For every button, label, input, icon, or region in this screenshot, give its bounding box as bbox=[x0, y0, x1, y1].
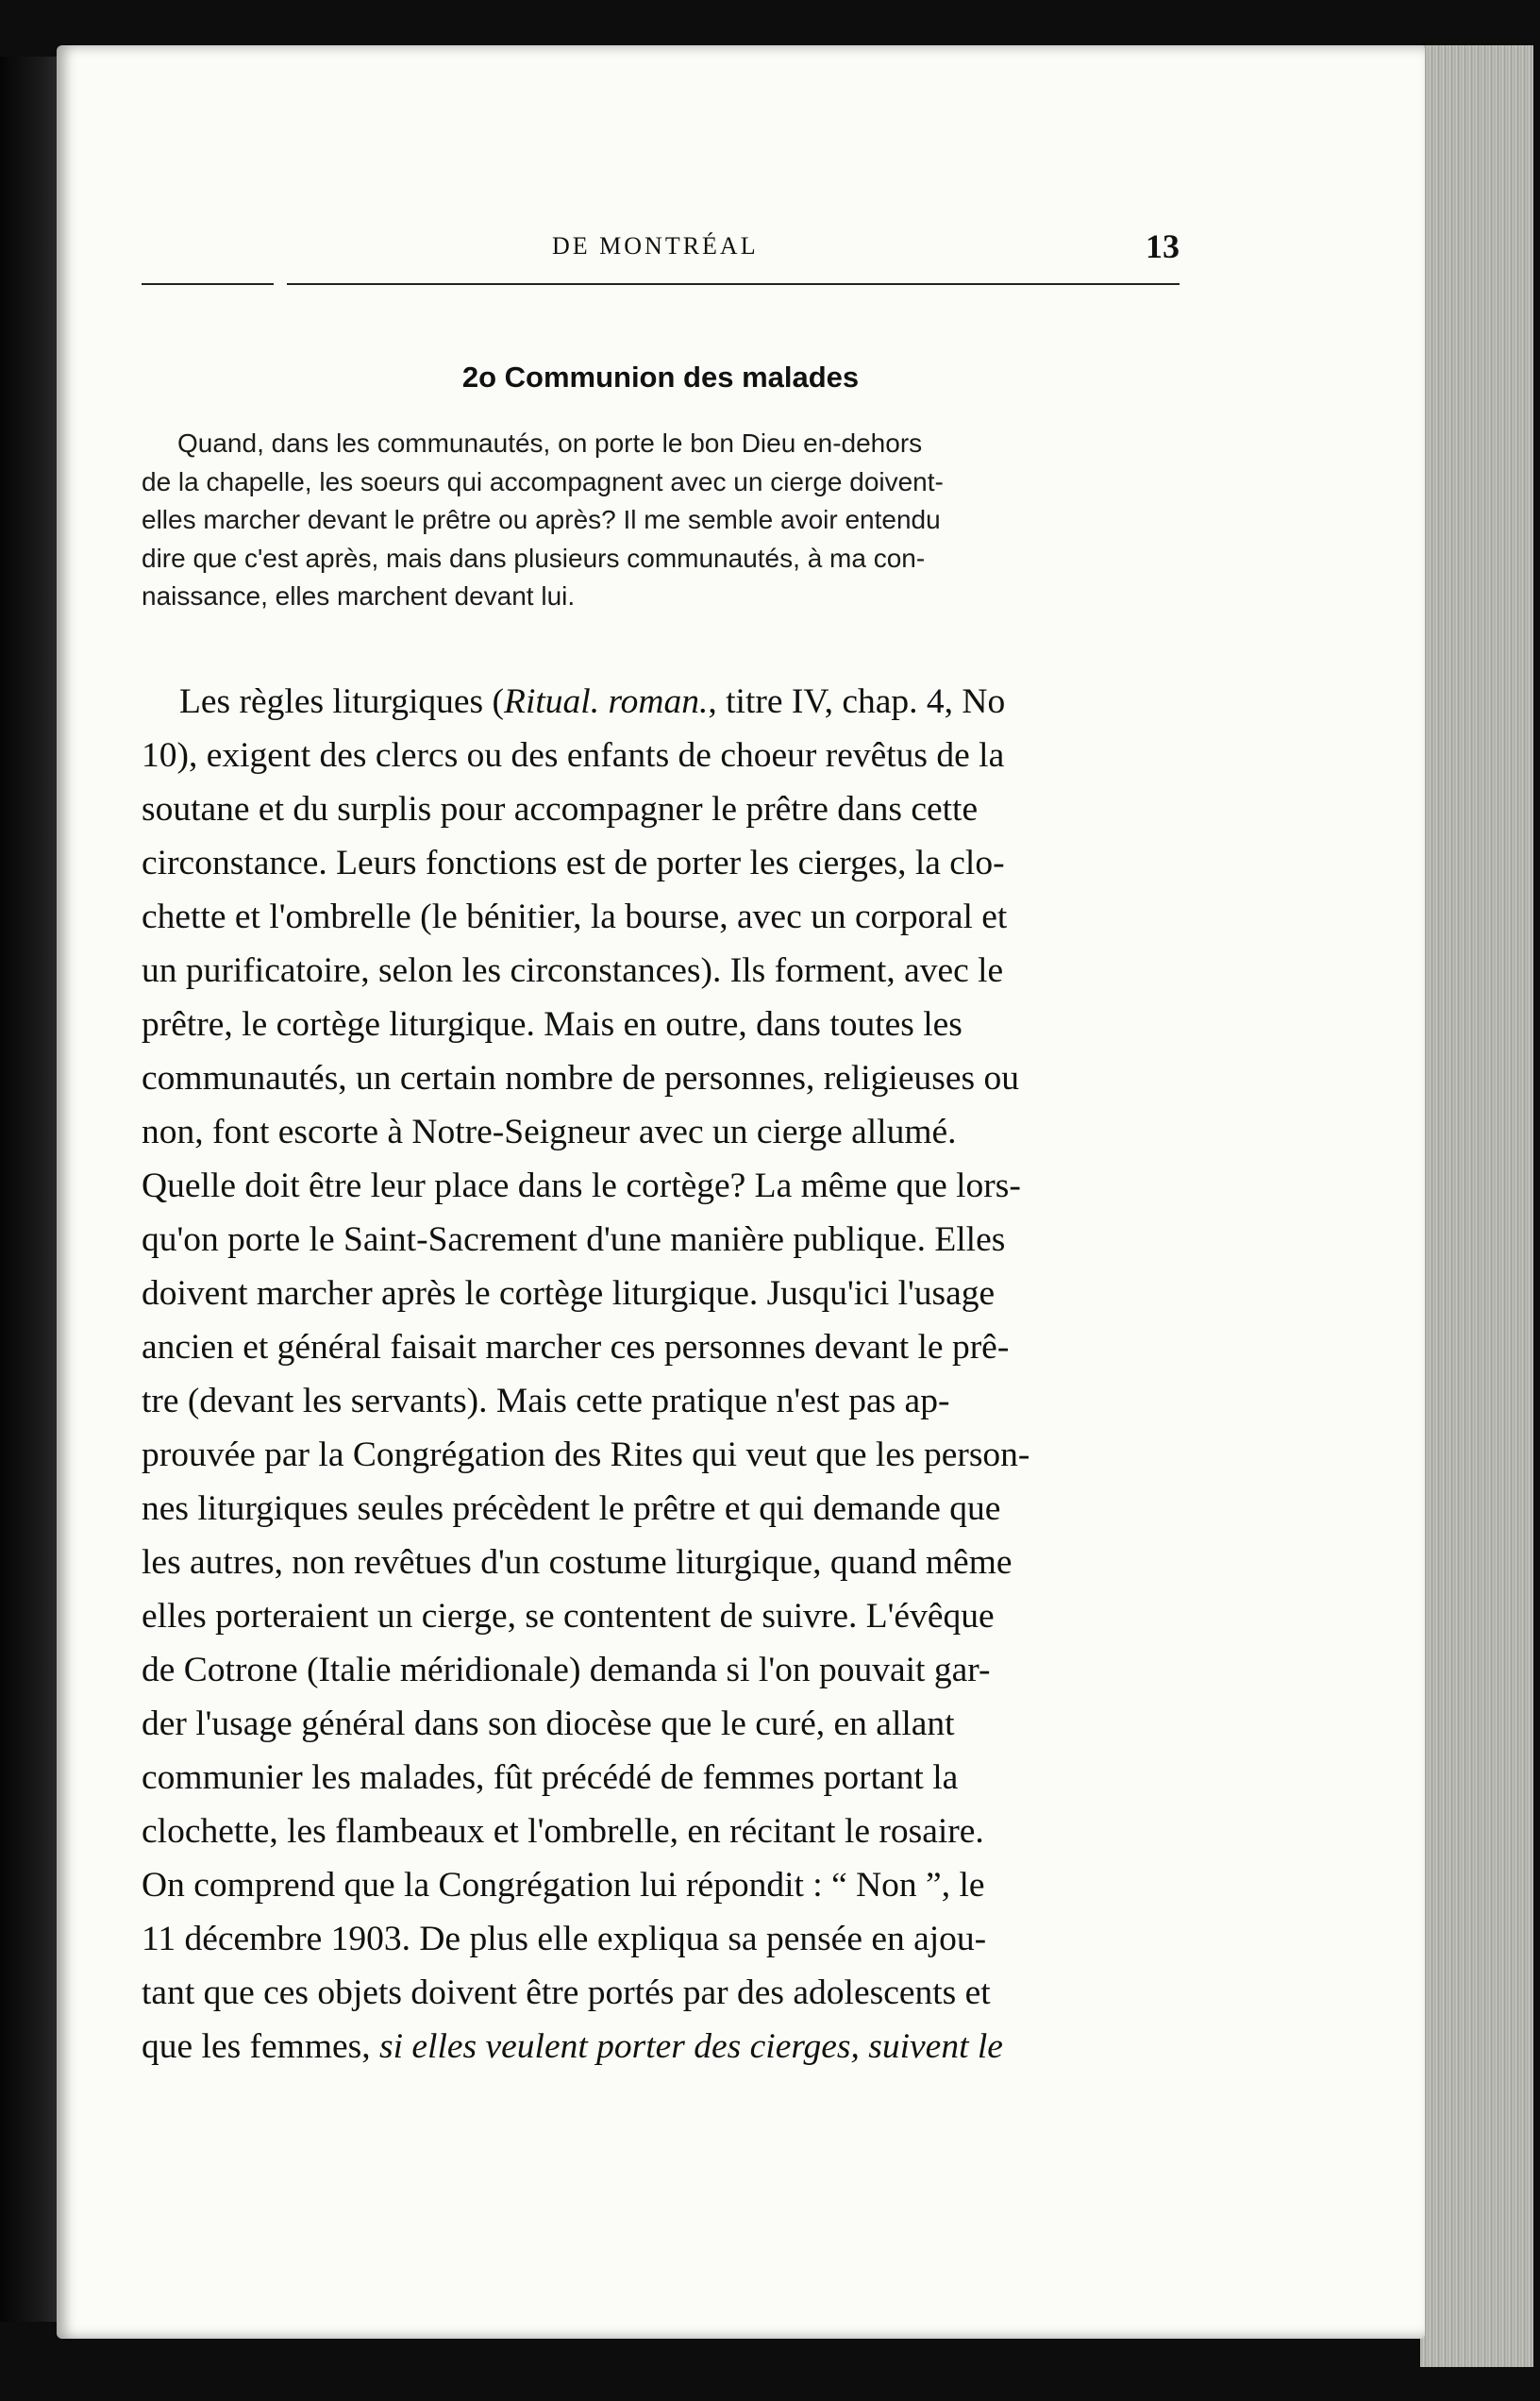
running-title: DE MONTRÉAL bbox=[552, 232, 759, 260]
answer-line: der l'usage général dans son diocèse que le curé, en allant bbox=[142, 1704, 955, 1743]
answer-text: , titre IV, chap. 4, No bbox=[708, 682, 1006, 721]
answer-italic: si elles veulent porter des cierges, suivent le bbox=[379, 2027, 1003, 2066]
question-line: de la chapelle, les soeurs qui accompagnent avec un cierge doivent- bbox=[142, 466, 944, 496]
answer-line: nes liturgiques seules précèdent le prêtre et qui demande que bbox=[142, 1489, 1001, 1528]
running-head bbox=[142, 227, 1180, 274]
question-line: naissance, elles marchent devant lui. bbox=[142, 581, 576, 611]
header-rule bbox=[142, 283, 1180, 285]
answer-line: prouvée par la Congrégation des Rites qui veut que les person- bbox=[142, 1436, 1030, 1474]
section-heading: 2o Communion des malades bbox=[461, 361, 860, 394]
answer-line: 10), exigent des clercs ou des enfants de choeur revêtus de la bbox=[142, 736, 1005, 775]
answer-line: soutane et du surplis pour accompagner le prêtre dans cette bbox=[142, 790, 979, 829]
answer-line: chette et l'ombrelle (le bénitier, la bourse, avec un corporal et bbox=[142, 898, 1008, 936]
answer-line: ancien et général faisait marcher ces personnes devant le prê- bbox=[142, 1328, 1010, 1367]
answer-line: tre (devant les servants). Mais cette pratique n'est pas ap- bbox=[142, 1382, 950, 1420]
answer-line: non, font escorte à Notre-Seigneur avec un cierge allumé. bbox=[142, 1113, 957, 1151]
page-edges bbox=[1420, 45, 1533, 2367]
answer-line: On comprend que la Congrégation lui répondit : “ Non ”, le bbox=[142, 1866, 985, 1905]
question-line: Quand, dans les communautés, on porte le bon Dieu en-dehors bbox=[177, 428, 923, 458]
page-number: 13 bbox=[1146, 227, 1180, 265]
question-line: elles marcher devant le prêtre ou après? Il me semble avoir entendu bbox=[142, 505, 941, 534]
answer-line: 11 décembre 1903. De plus elle expliqua sa pensée en ajou- bbox=[142, 1920, 987, 1958]
question-line: dire que c'est après, mais dans plusieurs communautés, à ma con- bbox=[142, 543, 926, 573]
answer-text: que les femmes, bbox=[142, 2027, 380, 2066]
book-spine-shadow bbox=[0, 57, 59, 2322]
answer-line bbox=[142, 675, 1184, 729]
answer-line: circonstance. Leurs fonctions est de porter les cierges, la clo- bbox=[142, 844, 1005, 882]
answer-line: elles porteraient un cierge, se contentent de suivre. L'évêque bbox=[142, 1597, 995, 1636]
answer-line: qu'on porte le Saint-Sacrement d'une manière publique. Elles bbox=[142, 1220, 1006, 1259]
answer-line: doivent marcher après le cortège liturgique. Jusqu'ici l'usage bbox=[142, 1274, 996, 1313]
answer-line: clochette, les flambeaux et l'ombrelle, en récitant le rosaire. bbox=[142, 1812, 984, 1851]
header-rule-gap bbox=[274, 279, 287, 287]
citation-italic: Ritual. roman. bbox=[504, 682, 709, 721]
reader-question bbox=[142, 425, 1184, 616]
answer-line: les autres, non revêtues d'un costume liturgique, quand même bbox=[142, 1543, 1013, 1582]
answer-line bbox=[142, 2020, 1184, 2074]
answer-line: prêtre, le cortège liturgique. Mais en outre, dans toutes les bbox=[142, 1005, 962, 1044]
answer-paragraph bbox=[142, 675, 1184, 2074]
answer-line: de Cotrone (Italie méridionale) demanda si l'on pouvait gar- bbox=[142, 1651, 991, 1689]
answer-line: un purificatoire, selon les circonstances). Ils forment, avec le bbox=[142, 951, 1004, 990]
answer-text: Les règles liturgiques ( bbox=[179, 682, 505, 721]
answer-line: tant que ces objets doivent être portés par des adolescents et bbox=[142, 1973, 991, 2012]
answer-line: Quelle doit être leur place dans le cortège? La même que lors- bbox=[142, 1167, 1021, 1205]
answer-line: communier les malades, fût précédé de femmes portant la bbox=[142, 1758, 959, 1797]
answer-line: communautés, un certain nombre de personnes, religieuses ou bbox=[142, 1059, 1019, 1098]
